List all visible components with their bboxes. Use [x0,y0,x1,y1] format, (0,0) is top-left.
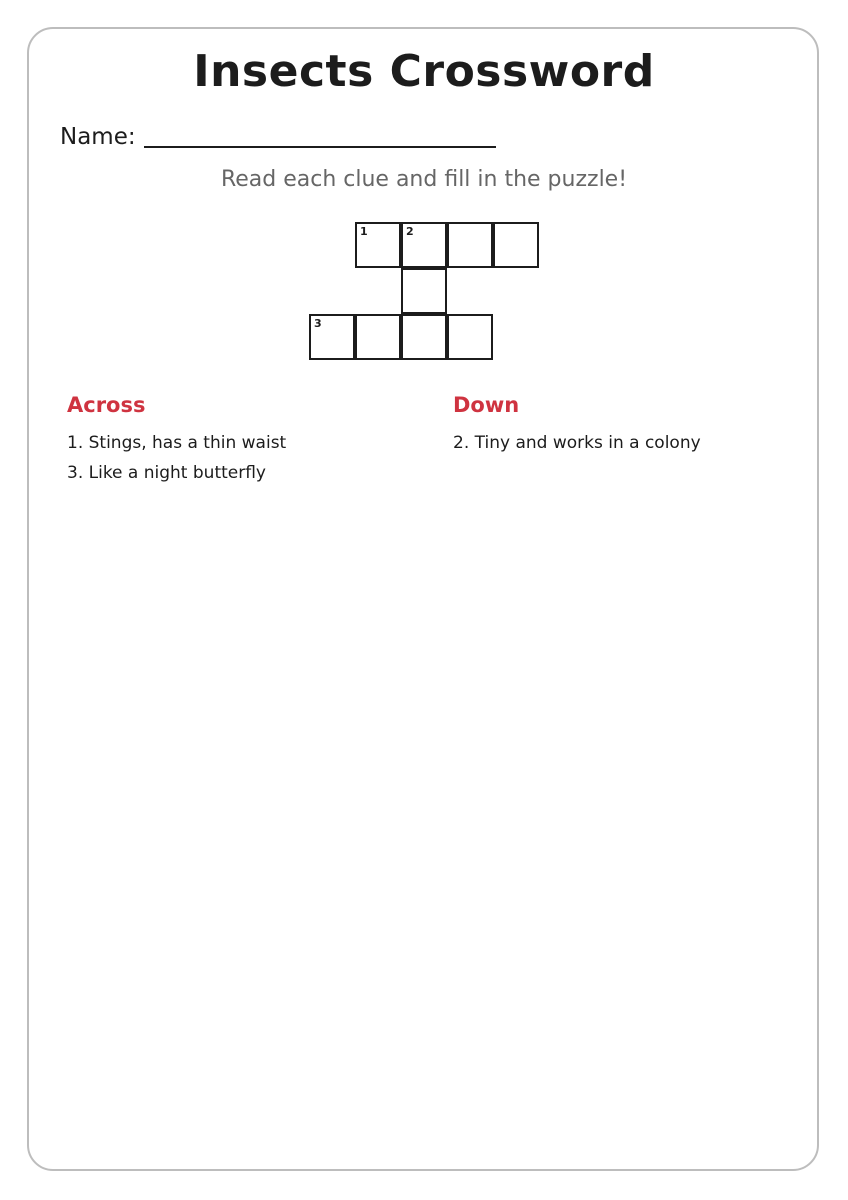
crossword-cell[interactable] [493,222,539,268]
crossword-cell[interactable] [355,314,401,360]
name-field-row [60,118,496,152]
instructions-text: Read each clue and fill in the puzzle! [220,167,628,192]
crossword-cell[interactable] [355,222,401,268]
down-clue: 2. Tiny and works in a colony [453,433,701,453]
crossword-cell[interactable] [401,314,447,360]
across-clues-section [67,392,286,488]
crossword-cell[interactable] [401,222,447,268]
cell-number: 2 [406,225,414,238]
cell-number: 1 [360,225,368,238]
down-clues-section [453,392,701,458]
across-clue: 3. Like a night butterfly [67,463,266,483]
across-heading: Across [67,393,146,417]
worksheet-title: Insects Crossword [193,46,655,97]
down-heading: Down [453,393,520,417]
across-clue: 1. Stings, has a thin waist [67,433,287,453]
crossword-cell[interactable] [309,314,355,360]
crossword-cell[interactable] [447,314,493,360]
name-write-line[interactable] [144,146,496,148]
cell-number: 3 [314,317,322,330]
name-label: Name: [60,124,136,150]
worksheet-border [27,27,819,1171]
crossword-cell[interactable] [401,268,447,314]
crossword-cell[interactable] [447,222,493,268]
